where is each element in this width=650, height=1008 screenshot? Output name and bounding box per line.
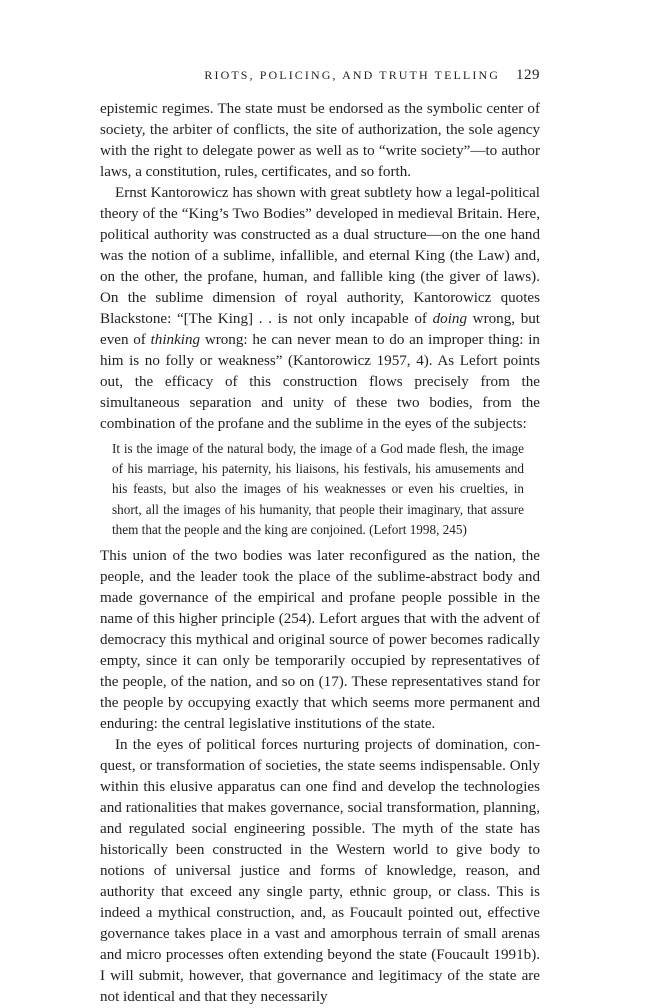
paragraph-2-text-middle: wrong, but even of: [100, 311, 540, 348]
emphasis-thinking: thinking: [150, 332, 201, 348]
block-quote: It is the image of the natural body, the image of a God made flesh, the image of his marriage, his paternity, his liaisons, his festivals, his amusements and his feasts, but also the images of his weaknesses or even his cruelties, in short, all the images of his humanity, that people their imaginary, that assure them that the people and the king are conjoined. (Lefort 1998, 245): [112, 441, 524, 537]
paragraph-1: epistemic regimes. The state must be endorsed as the symbolic center of society, the arbiter of conflicts, the site of authorization, the sole agency with the right to delegate power as well as to “write society”—to author laws, a constitution, rules, certificates, and so forth.: [100, 101, 540, 180]
body-text: [100, 99, 540, 1008]
running-title: RIOTS, POLICING, AND TRUTH TELLING: [204, 68, 500, 82]
paragraph-3: This union of the two bodies was later reconfigured as the nation, the people, and the leader took the place of the sublime-abstract body and made governance of the empirical and profane people possible in the name of this higher principle (254). Lefort argues that with the advent of democracy this mythical and original source of power becomes radically empty, since it can only be temporarily occupied by representatives of the people, of the nation, and so on (17). These representatives stand for the people by occupying exactly that which seems more permanent and enduring: the central legislative institutions of the state.: [100, 548, 540, 733]
paragraph-2: [100, 183, 540, 435]
paragraph-2-text-before: Ernst Kantorowicz has shown with great subtlety how a legal-political theory of the “King’s Two Bodies” developed in medieval Britain. Here, political authority was constructed as a dual structure—on the one hand was the notion of a sublime, infallible, and eternal King (the Law) and, on the other, the profane, human, and fallible king (the giver of laws). On the sublime dimension of royal authority, Kantorowicz quotes Blackstone: “[The King] . . is not only incapable of: [100, 185, 540, 327]
paragraph-2-text-after: wrong: he can never mean to do an improper thing: in him is no folly or weakness” (Kantorowicz 1957, 4). As Lefort points out, the efficacy of this construction flows precisely from the simultaneous separation and unity of these two bodies, from the combination of the profane and the sublime in the eyes of the subjects:: [100, 332, 540, 432]
running-head: [100, 67, 540, 89]
emphasis-doing: doing: [432, 311, 467, 327]
page-number: 129: [516, 67, 540, 83]
paragraph-4: In the eyes of political forces nurturing projects of domination, conquest, or transformation of societies, the state seems indispensable. Only within this elusive apparatus can one find and develop the technologies and rationalities that makes governance, social transformation, planning, and regulated social engineering possible. The myth of the state has historically been constructed in the Western world to give body to notions of universal justice and forms of knowledge, reason, and authority that exceed any single party, ethnic group, or class. This is indeed a mythical construction, and, as Foucault pointed out, effective governance takes place in a vast and amorphous terrain of small arenas and micro processes often extending beyond the state (Foucault 1991b). I will submit, however, that governance and legitimacy of the state are not identical and that they necessarily: [100, 737, 540, 1006]
